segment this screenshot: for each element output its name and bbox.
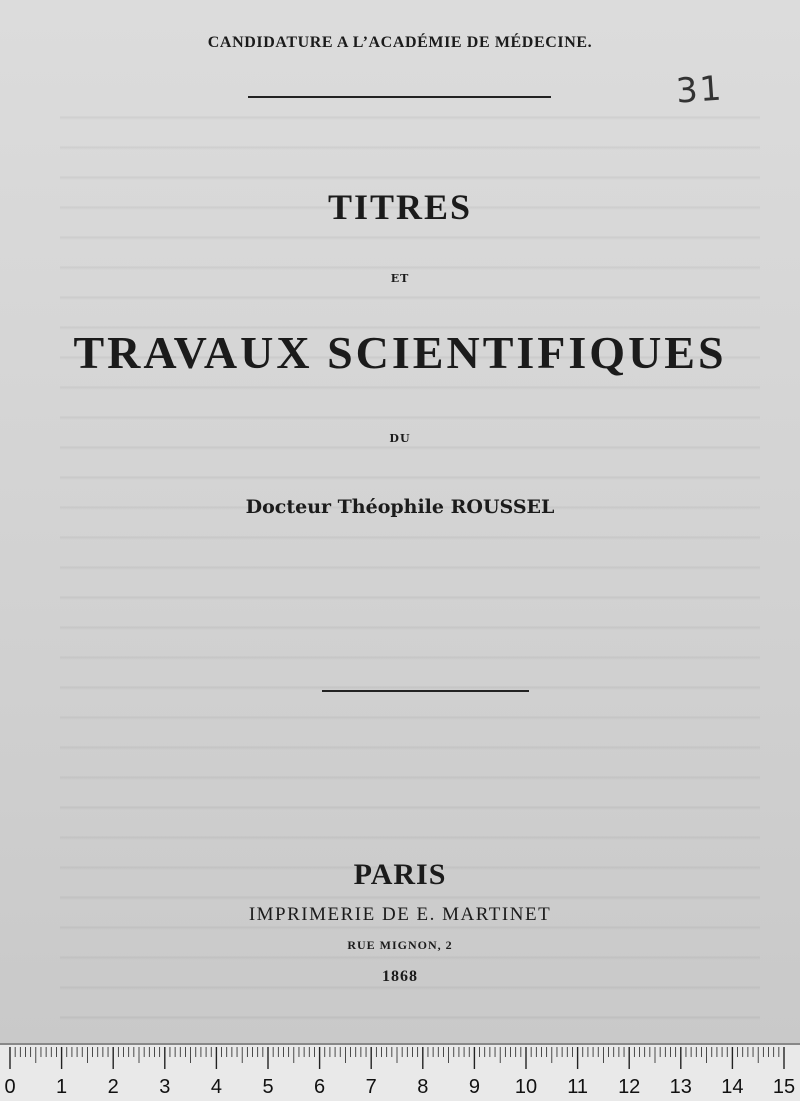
ruler-label: 6 [314, 1076, 326, 1098]
ruler-label: 5 [262, 1076, 274, 1098]
ruler-label: 11 [567, 1076, 588, 1098]
publication-place: PARIS [353, 858, 447, 891]
ruler-scale [0, 1045, 800, 1101]
ruler-label: 2 [107, 1076, 119, 1098]
candidature-header: CANDIDATURE A L’ACADÉMIE DE MÉDECINE. [207, 34, 593, 51]
ruler-label: 7 [365, 1076, 377, 1098]
ruler-label: 4 [210, 1076, 222, 1098]
ruler-label: 9 [468, 1076, 480, 1098]
measuring-ruler [0, 1043, 800, 1101]
connector-du: DU [389, 432, 411, 445]
printer-address: RUE MIGNON, 2 [347, 938, 453, 952]
ruler-label: 8 [417, 1076, 429, 1098]
middle-divider [322, 690, 529, 692]
ruler-label: 0 [4, 1076, 16, 1098]
printer-name: IMPRIMERIE DE E. MARTINET [248, 904, 552, 925]
title-travaux-scientifiques: TRAVAUX SCIENTIFIQUES [73, 327, 727, 378]
ruler-label: 13 [669, 1076, 692, 1098]
connector-et: ET [390, 272, 410, 285]
ruler-label: 10 [514, 1076, 538, 1098]
ruler-label: 15 [772, 1076, 796, 1098]
handwritten-page-number: 31 [674, 68, 725, 112]
author-name: Docteur Théophile ROUSSEL [245, 496, 555, 518]
ruler-label: 14 [721, 1076, 744, 1098]
publication-year: 1868 [382, 968, 418, 985]
ruler-label: 1 [56, 1076, 68, 1098]
ruler-label: 3 [159, 1076, 171, 1098]
ruler-label: 12 [618, 1076, 641, 1098]
title-titres: TITRES [327, 187, 473, 227]
top-divider [248, 96, 551, 98]
